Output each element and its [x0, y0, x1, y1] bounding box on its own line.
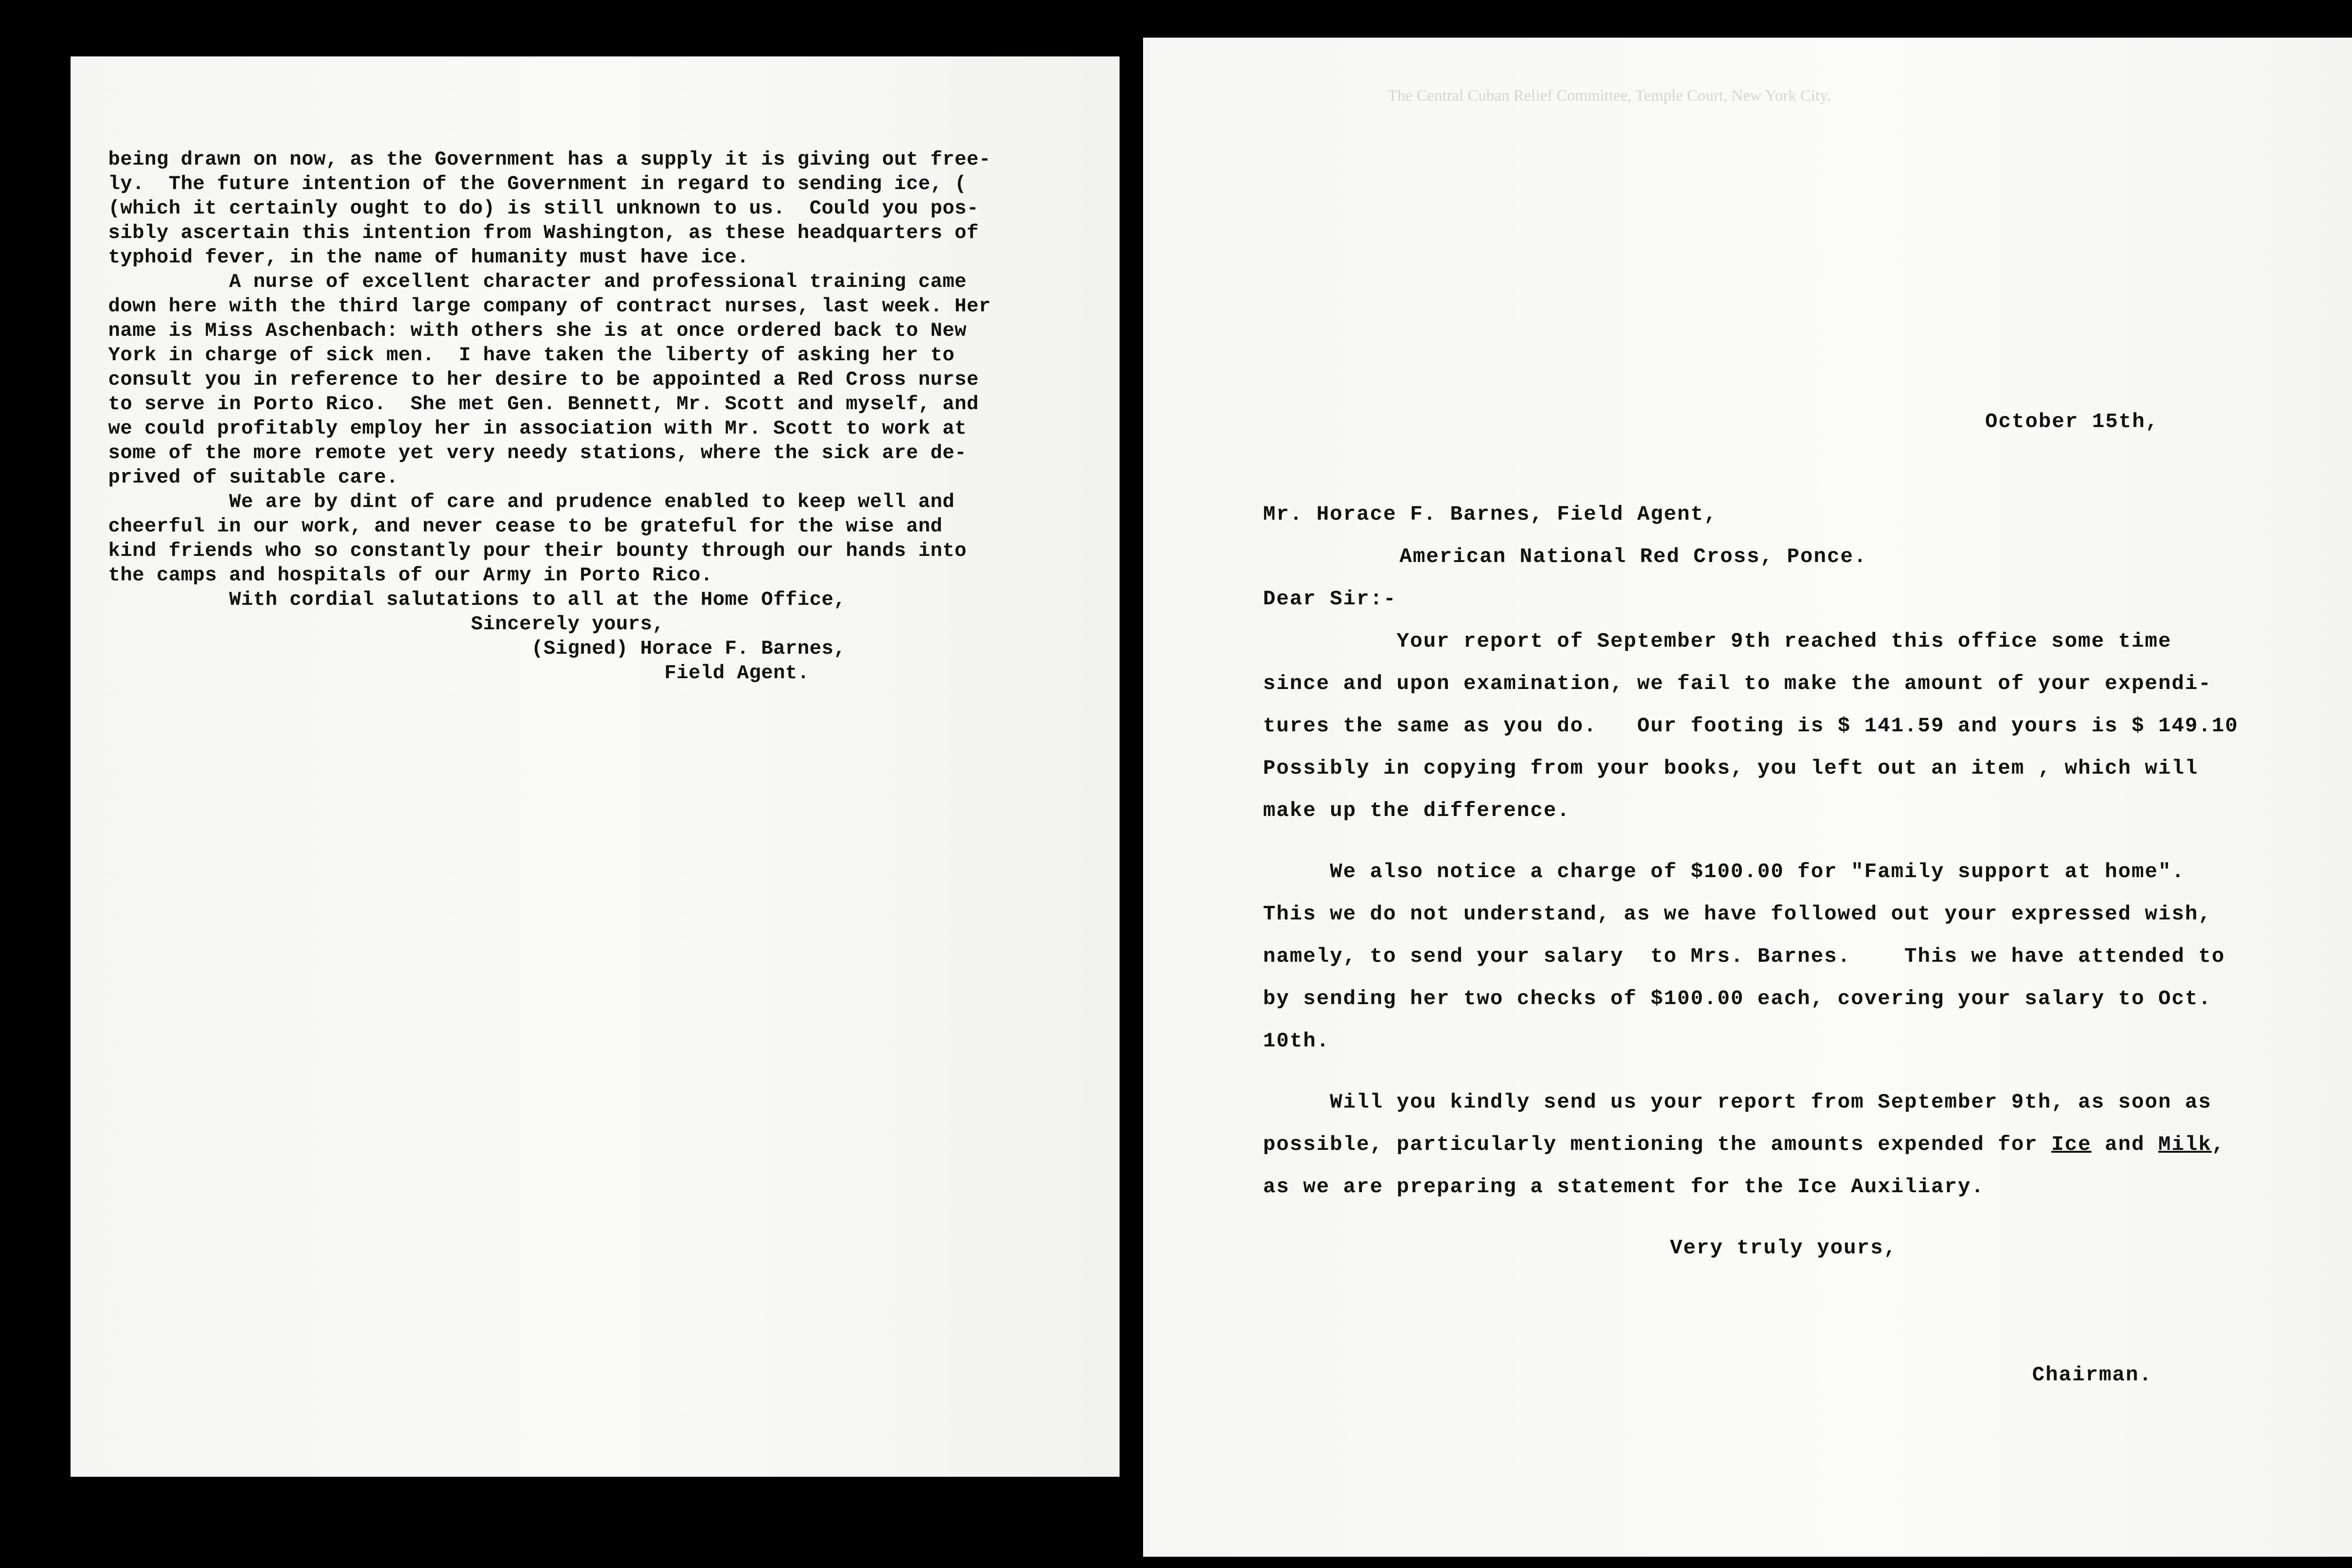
text-line: to serve in Porto Rico. She met Gen. Bennett, Mr. Scott and myself, and	[108, 393, 979, 415]
signature-line: (Signed) Horace F. Barnes,	[108, 637, 846, 660]
text-line: We are by dint of care and prudence enabled to keep well and	[108, 491, 955, 513]
body-line: make up the difference.	[1263, 799, 1571, 823]
text-line: With cordial salutations to all at the Home Office,	[108, 588, 846, 611]
text-line: down here with the third large company of contract nurses, last week. Her	[108, 295, 991, 317]
letter-date: October 15th,	[1985, 410, 2159, 434]
milk-comma: ,	[2211, 1133, 2225, 1156]
text-line: sibly ascertain this intention from Washington, as these headquarters of	[108, 222, 979, 244]
salutation: Dear Sir:-	[1263, 587, 1397, 611]
body-line: 10th.	[1263, 1029, 1330, 1053]
text-line: some of the more remote yet very needy stations, where the sick are de-	[108, 442, 967, 464]
closing: Very truly yours,	[1670, 1236, 1897, 1260]
body-line: namely, to send your salary to Mrs. Barnes. This we have attended to	[1263, 945, 2225, 968]
body-line: Will you kindly send us your report from September 9th, as soon as	[1263, 1091, 2212, 1114]
text-line: prived of suitable care.	[108, 466, 398, 489]
closing-line: Sincerely yours,	[108, 613, 665, 635]
text-line: we could profitably employ her in association with Mr. Scott to work at	[108, 417, 967, 440]
body-line: This we do not understand, as we have followed out your expressed wish,	[1263, 903, 2212, 926]
body-line: as we are preparing a statement for the Ice Auxiliary.	[1263, 1175, 1985, 1199]
letterhead: The Central Cuban Relief Committee, Temple Court, New York City.	[1388, 87, 1831, 104]
text-line: typhoid fever, in the name of humanity must have ice.	[108, 246, 749, 269]
body-line: Your report of September 9th reached this office some time	[1263, 630, 2172, 653]
signature: Chairman.	[2032, 1363, 2153, 1387]
body-line: by sending her two checks of $100.00 each, covering your salary to Oct.	[1263, 987, 2212, 1011]
body-line: since and upon examination, we fail to make the amount of your expendi-	[1263, 672, 2212, 696]
text-line: York in charge of sick men. I have taken the liberty of asking her to	[108, 344, 955, 366]
text-line: cheerful in our work, and never cease to be grateful for the wise and	[108, 515, 943, 538]
text-line: A nurse of excellent character and professional training came	[108, 270, 967, 293]
ice-word: Ice	[2051, 1133, 2092, 1156]
recipient-line-1: Mr. Horace F. Barnes, Field Agent,	[1263, 503, 1717, 526]
body-line: tures the same as you do. Our footing is $ 141.59 and yours is $ 149.10	[1263, 714, 2239, 738]
recipient-line-2: American National Red Cross, Ponce.	[1399, 545, 1867, 569]
milk-word: Milk	[2158, 1133, 2212, 1156]
and-word: and	[2091, 1133, 2159, 1156]
body-line: Possibly in copying from your books, you left out an item , which will	[1263, 757, 2199, 780]
text-line: being drawn on now, as the Government has a supply it is giving out free-	[108, 148, 991, 171]
body-line-text: possible, particularly mentioning the amounts expended for	[1263, 1133, 2051, 1156]
body-line: We also notice a charge of $100.00 for "Family support at home".	[1263, 860, 2185, 884]
body-line-with-emphasis	[1263, 1134, 2225, 1155]
letter-page-right	[1143, 38, 2352, 1557]
text-line: name is Miss Aschenbach: with others she is at once ordered back to New	[108, 319, 967, 342]
text-line: the camps and hospitals of our Army in Porto Rico.	[108, 564, 713, 586]
text-line: consult you in reference to her desire to be appointed a Red Cross nurse	[108, 368, 979, 391]
text-line: kind friends who so constantly pour their bounty through our hands into	[108, 539, 967, 562]
signature-title-line: Field Agent.	[108, 662, 810, 684]
text-line: (which it certainly ought to do) is still unknown to us. Could you pos-	[108, 197, 979, 220]
text-line: ly. The future intention of the Government in regard to sending ice, (	[108, 173, 967, 195]
letter-page-left	[71, 56, 1120, 1477]
